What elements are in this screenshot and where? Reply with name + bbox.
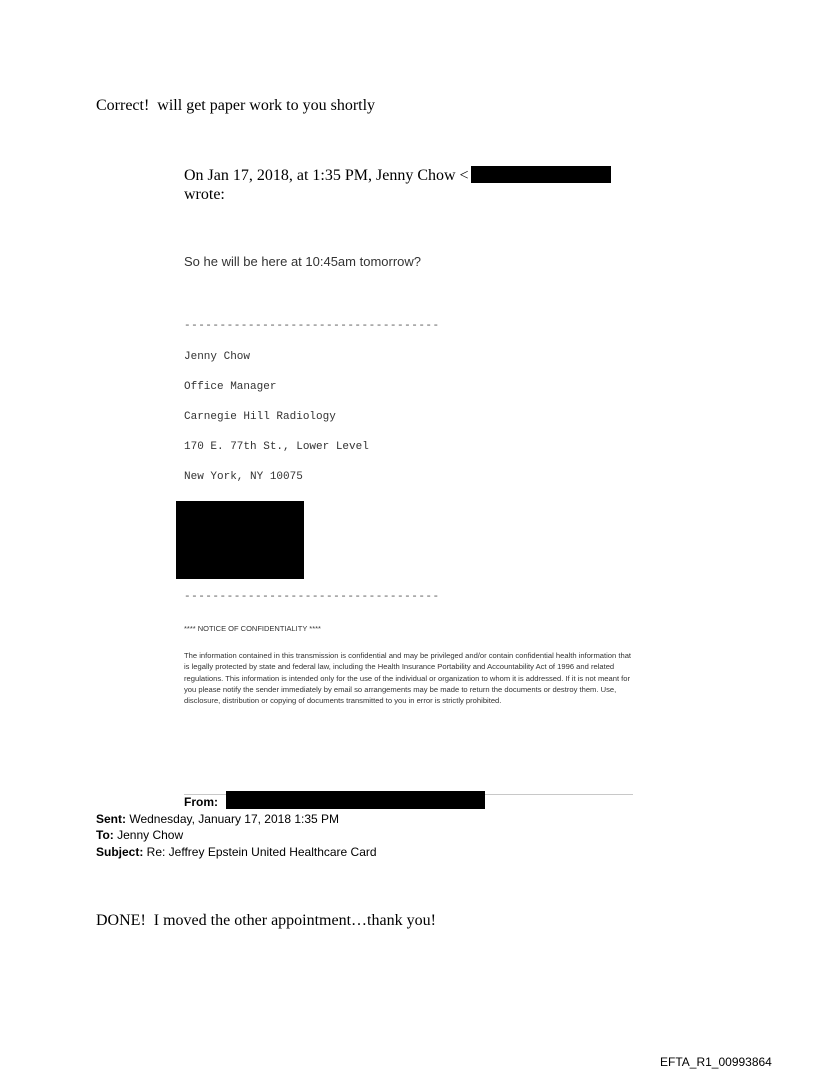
- redacted-contact-block: [176, 501, 304, 579]
- quote-header-prefix: On Jan 17, 2018, at 1:35 PM, Jenny Chow <: [184, 167, 469, 184]
- subject-label: Subject:: [96, 845, 144, 859]
- signature-title: Office Manager: [184, 381, 277, 393]
- confidentiality-body: The information contained in this transmission is confidential and may be privileged and/or contain confidential health information that is legally protected by state and federal law, including the Health Insurance Portability and Accountability Act of 1996 and related regulations. This information is intended only for the use of the individual or organization to whom it is addressed. If it is not meant for you please notify the sender immediately by email so arrangements may be made to return the documents or destroy them. Use, disclosure, distribution or copying of documents transmitted to you in error is strictly prohibited.: [184, 651, 632, 706]
- signature-divider-bottom: ------------------------------------: [184, 591, 440, 603]
- subject-line: [96, 845, 377, 859]
- to-line: [96, 828, 183, 842]
- quote-header-suffix: wrote:: [184, 186, 225, 203]
- sent-label: Sent:: [96, 812, 126, 826]
- signature-company: Carnegie Hill Radiology: [184, 411, 336, 423]
- sent-value: Wednesday, January 17, 2018 1:35 PM: [126, 812, 340, 826]
- subject-value: Re: Jeffrey Epstein United Healthcare Card: [143, 845, 377, 859]
- document-id: EFTA_R1_00993864: [660, 1055, 772, 1069]
- signature-name: Jenny Chow: [184, 351, 251, 363]
- quoted-message-header: [184, 166, 624, 204]
- signature-address-line-2: New York, NY 10075: [184, 471, 303, 483]
- signature-divider-top: ------------------------------------: [184, 320, 440, 332]
- reply-text: Correct! will get paper work to you shortly: [96, 97, 376, 114]
- to-value: Jenny Chow: [113, 828, 184, 842]
- original-email-body: DONE! I moved the other appointment…thank you!: [96, 912, 436, 929]
- redacted-email-address: [471, 166, 611, 183]
- from-label: From:: [184, 795, 218, 809]
- quoted-question: So he will be here at 10:45am tomorrow?: [184, 254, 422, 269]
- confidentiality-heading: **** NOTICE OF CONFIDENTIALITY ****: [184, 624, 321, 633]
- sent-line: [96, 812, 339, 826]
- signature-address-line-1: 170 E. 77th St., Lower Level: [184, 441, 369, 453]
- to-label: To:: [96, 828, 114, 842]
- redacted-sender: [226, 791, 485, 809]
